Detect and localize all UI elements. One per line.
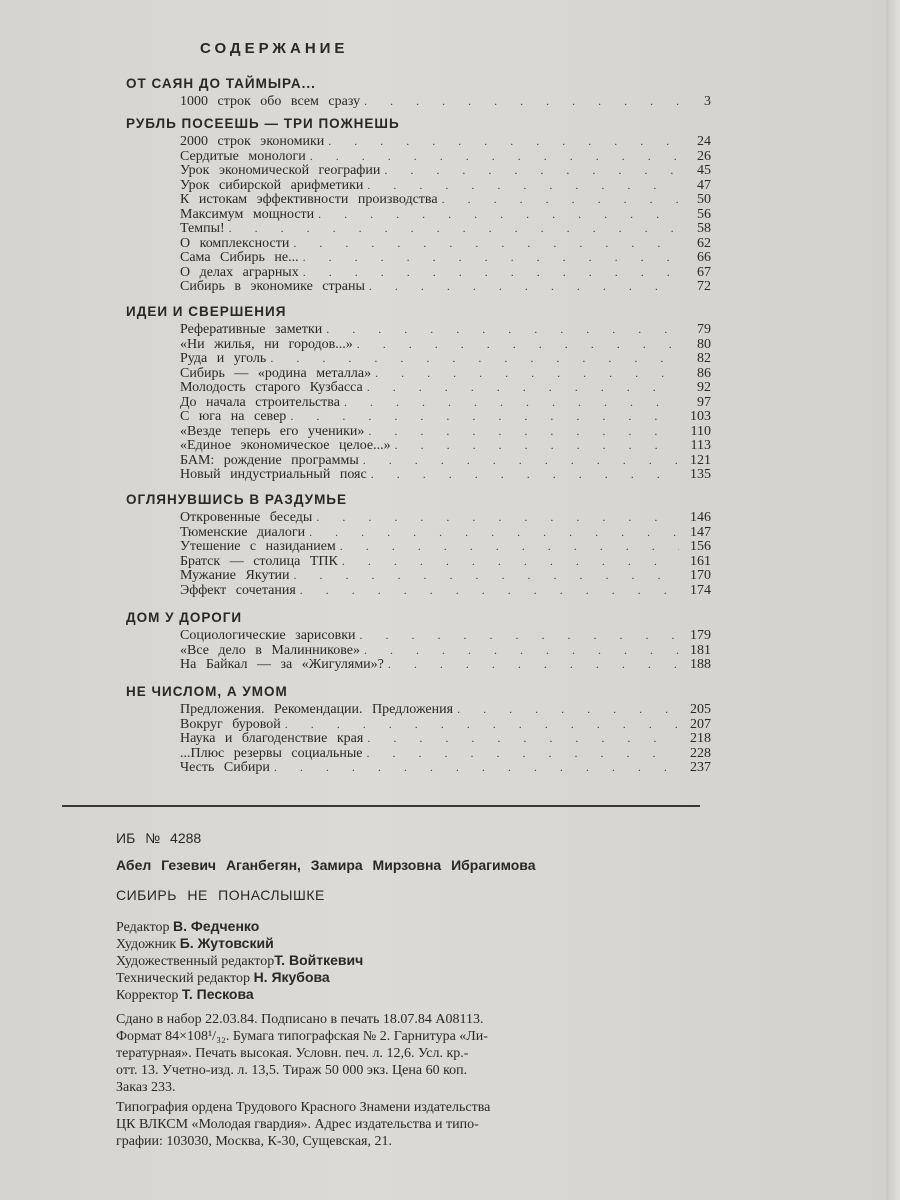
entry-page-number: 79 xyxy=(697,322,711,337)
entry-title: С юга на север xyxy=(180,409,287,424)
dot-leader xyxy=(369,279,679,294)
dot-leader xyxy=(367,731,679,746)
dot-leader xyxy=(294,568,679,583)
entry-title: Предложения. Рекомендации. Предложения xyxy=(180,702,454,717)
toc-entry xyxy=(126,178,711,193)
dot-leader xyxy=(367,380,679,395)
entry-title: ...Плюс резервы социальные xyxy=(180,745,363,761)
entry-title: Руда и уголь xyxy=(180,351,267,366)
entry-page-number: 66 xyxy=(697,250,711,265)
toc-entry xyxy=(126,702,711,717)
print-details-block xyxy=(116,1012,716,1097)
entry-title: Молодость старого Кузбасса xyxy=(180,380,363,395)
entry-title: Сибирь в экономике страны xyxy=(180,279,365,294)
entry-page-number: 174 xyxy=(690,582,711,598)
dot-leader xyxy=(229,221,679,236)
dot-leader xyxy=(285,717,679,732)
entry-title: «Единое экономическое целое...» xyxy=(180,438,391,453)
toc-entry xyxy=(126,539,711,554)
toc-entry xyxy=(126,554,711,569)
entry-title: Тюменские диалоги xyxy=(180,524,306,540)
credit-line xyxy=(116,952,716,969)
section-title: ДОМ У ДОРОГИ xyxy=(126,610,243,625)
entry-page-number: 205 xyxy=(690,702,711,717)
entry-page-number: 103 xyxy=(690,409,711,424)
dot-leader xyxy=(340,539,679,554)
entry-page-number: 26 xyxy=(697,148,711,164)
entry-page-number: 161 xyxy=(690,553,711,569)
entry-page-number: 56 xyxy=(697,206,711,222)
credits-block xyxy=(116,918,716,1003)
dot-leader xyxy=(364,94,679,109)
entry-page-number: 97 xyxy=(697,394,711,410)
toc-entry xyxy=(126,409,711,424)
credit-role: Корректор xyxy=(116,988,182,1003)
printer-line: графии: 103030, Москва, К-30, Сущевская, 21. xyxy=(116,1134,392,1149)
credit-role: Художник xyxy=(116,937,180,952)
dot-leader xyxy=(363,453,679,468)
entry-title: К истокам эффективности производства xyxy=(180,192,438,207)
toc-entry xyxy=(126,731,711,746)
entry-title: Сибирь — «родина металла» xyxy=(180,365,372,381)
toc-entry xyxy=(126,351,711,366)
dot-leader xyxy=(274,760,679,775)
entry-page-number: 24 xyxy=(697,134,711,149)
dot-leader xyxy=(395,438,679,453)
entry-title: Мужание Якутии xyxy=(180,568,290,583)
entry-page-number: 62 xyxy=(697,235,711,251)
dot-leader xyxy=(303,250,679,265)
toc-entry xyxy=(126,134,711,149)
entry-title: Вокруг буровой xyxy=(180,716,281,732)
credit-line xyxy=(116,918,716,935)
entry-title: Реферативные заметки xyxy=(180,322,323,337)
credit-name: Т. Пескова xyxy=(181,986,254,1002)
dot-leader xyxy=(371,467,679,482)
entry-page-number: 113 xyxy=(690,438,711,453)
dot-leader xyxy=(293,236,679,251)
entry-page-number: 110 xyxy=(690,423,711,439)
toc-entry xyxy=(126,192,711,207)
credit-role: Редактор xyxy=(116,920,174,935)
contents-heading: СОДЕРЖАНИЕ xyxy=(200,40,349,57)
credit-role: Художественный редактор xyxy=(116,954,275,969)
dot-leader xyxy=(326,322,679,337)
entry-title: Урок экономической географии xyxy=(180,163,381,178)
entry-page-number: 237 xyxy=(690,760,711,775)
printer-line: ЦК ВЛКСМ «Молодая гвардия». Адрес издательства и типо- xyxy=(116,1117,479,1132)
entry-page-number: 92 xyxy=(697,380,711,395)
toc-entry xyxy=(126,322,711,337)
toc-entry xyxy=(126,717,711,732)
dot-leader xyxy=(318,207,679,222)
print-detail-line: Формат 84×108¹/₃₂. Бумага типографская № 2. Гарнитура «Ли- xyxy=(116,1029,488,1044)
toc-entry xyxy=(126,453,711,468)
dot-leader xyxy=(300,583,679,598)
entry-title: Темпы! xyxy=(180,221,225,236)
entry-page-number: 207 xyxy=(690,716,711,732)
credit-line xyxy=(116,986,716,1003)
toc-entry xyxy=(126,366,711,381)
divider-rule xyxy=(62,805,700,807)
toc-entry xyxy=(126,467,711,482)
entry-title: Братск — столица ТПК xyxy=(180,553,338,569)
toc-section xyxy=(126,114,711,294)
print-detail-line: Сдано в набор 22.03.84. Подписано в печать 18.07.84 А08113. xyxy=(116,1012,484,1027)
book-title-wrap xyxy=(116,887,716,903)
toc-entry xyxy=(126,568,711,583)
dot-leader xyxy=(270,351,679,366)
toc-section xyxy=(126,74,711,109)
entry-page-number: 47 xyxy=(697,177,711,193)
entry-page-number: 58 xyxy=(697,221,711,236)
entry-title: Социологические зарисовки xyxy=(180,628,356,643)
entry-title: «Все дело в Малинникове» xyxy=(180,642,360,658)
toc-entry xyxy=(126,760,711,775)
credit-name: Н. Якубова xyxy=(253,969,330,985)
entry-title: 1000 строк обо всем сразу xyxy=(180,94,361,109)
entry-title: До начала строительства xyxy=(180,394,340,410)
entry-title: О комплексности xyxy=(180,235,290,251)
dot-leader xyxy=(364,643,679,658)
imprint-block xyxy=(116,830,716,846)
dot-leader xyxy=(316,510,679,525)
toc-entry xyxy=(126,236,711,251)
toc-entry xyxy=(126,250,711,265)
toc-entry xyxy=(126,337,711,352)
section-title: ИДЕИ И СВЕРШЕНИЯ xyxy=(126,304,287,319)
entry-title: На Байкал — за «Жигулями»? xyxy=(180,657,384,672)
toc-entry xyxy=(126,94,711,109)
entry-title: Откровенные беседы xyxy=(180,510,313,525)
entry-page-number: 121 xyxy=(690,452,711,468)
dot-leader xyxy=(290,409,679,424)
entry-title: Урок сибирской арифметики xyxy=(180,177,364,193)
dot-leader xyxy=(328,134,679,149)
toc-entry xyxy=(126,221,711,236)
entry-page-number: 82 xyxy=(697,351,711,366)
entry-title: Наука и благоденствие края xyxy=(180,731,364,746)
toc-entry xyxy=(126,163,711,178)
entry-title: 2000 строк экономики xyxy=(180,134,325,149)
entry-title: БАМ: рождение программы xyxy=(180,452,359,468)
printer-line: Типография ордена Трудового Красного Знамени издательства xyxy=(116,1100,491,1115)
entry-title: Максимум мощности xyxy=(180,206,315,222)
credit-line xyxy=(116,969,716,986)
print-detail-line: Заказ 233. xyxy=(116,1080,176,1095)
entry-title: Сердитые монологи xyxy=(180,148,306,164)
toc-entry xyxy=(126,628,711,643)
section-title: ОГЛЯНУВШИСЬ В РАЗДУМЬЕ xyxy=(126,492,348,507)
entry-page-number: 170 xyxy=(690,568,711,583)
credit-role: Технический редактор xyxy=(116,971,254,986)
entry-page-number: 45 xyxy=(697,163,711,178)
entry-page-number: 181 xyxy=(690,642,711,658)
book-title: СИБИРЬ НЕ ПОНАСЛЫШКЕ xyxy=(116,887,325,903)
toc-entry xyxy=(126,657,711,672)
dot-leader xyxy=(342,554,679,569)
toc-entry xyxy=(126,525,711,540)
entry-title: «Везде теперь его ученики» xyxy=(180,423,365,439)
toc-entry xyxy=(126,207,711,222)
toc-section xyxy=(126,302,711,482)
ib-number: ИБ № 4288 xyxy=(116,830,202,846)
authors-line: Абел Гезевич Аганбегян, Замира Мирзовна Ибрагимова xyxy=(116,857,536,873)
entry-page-number: 135 xyxy=(690,467,711,482)
dot-leader xyxy=(360,628,679,643)
toc-entry xyxy=(126,510,711,525)
toc-section xyxy=(126,608,711,672)
toc-entry xyxy=(126,380,711,395)
dot-leader xyxy=(309,525,679,540)
printer-block xyxy=(116,1100,716,1151)
entry-page-number: 179 xyxy=(690,628,711,643)
toc-entry xyxy=(126,395,711,410)
entry-page-number: 86 xyxy=(697,365,711,381)
dot-leader xyxy=(442,192,679,207)
entry-title: Эффект сочетания xyxy=(180,582,296,598)
entry-title: Новый индустриальный пояс xyxy=(180,467,367,482)
toc-entry xyxy=(126,265,711,280)
toc-section xyxy=(126,682,711,775)
toc-entry xyxy=(126,438,711,453)
dot-leader xyxy=(367,178,679,193)
credit-name: В. Федченко xyxy=(173,918,260,934)
entry-page-number: 3 xyxy=(704,94,711,109)
print-detail-line: тературная». Печать высокая. Условн. печ. л. 12,6. Усл. кр.- xyxy=(116,1046,469,1061)
page-edge-shadow xyxy=(886,0,900,1200)
dot-leader xyxy=(310,149,679,164)
entry-page-number: 146 xyxy=(690,510,711,525)
dot-leader xyxy=(375,366,679,381)
entry-title: «Ни жилья, ни городов...» xyxy=(180,336,353,352)
entry-title: Утешение с назиданием xyxy=(180,539,336,554)
toc-entry xyxy=(126,424,711,439)
section-title: ОТ САЯН ДО ТАЙМЫРА... xyxy=(126,76,316,91)
section-title: РУБЛЬ ПОСЕЕШЬ — ТРИ ПОЖНЕШЬ xyxy=(126,116,400,131)
entry-title: Честь Сибири xyxy=(180,760,270,775)
entry-title: О делах аграрных xyxy=(180,264,299,280)
entry-page-number: 50 xyxy=(697,192,711,207)
toc-entry xyxy=(126,279,711,294)
entry-title: Сама Сибирь не... xyxy=(180,250,299,265)
print-detail-line: отт. 13. Учетно-изд. л. 13,5. Тираж 50 000 экз. Цена 60 коп. xyxy=(116,1063,468,1078)
entry-page-number: 228 xyxy=(690,745,711,761)
entry-page-number: 72 xyxy=(697,279,711,294)
dot-leader xyxy=(366,746,679,761)
dot-leader xyxy=(388,657,679,672)
authors-wrap xyxy=(116,857,716,873)
section-title: НЕ ЧИСЛОМ, А УМОМ xyxy=(126,684,288,699)
dot-leader xyxy=(368,424,679,439)
toc-section xyxy=(126,490,711,597)
entry-page-number: 67 xyxy=(697,264,711,280)
dot-leader xyxy=(344,395,679,410)
entry-page-number: 188 xyxy=(690,657,711,672)
toc-entry xyxy=(126,643,711,658)
entry-page-number: 156 xyxy=(690,539,711,554)
dot-leader xyxy=(303,265,679,280)
entry-page-number: 147 xyxy=(690,524,711,540)
dot-leader xyxy=(457,702,679,717)
credit-name: Т. Войткевич xyxy=(274,952,364,968)
entry-page-number: 80 xyxy=(697,336,711,352)
entry-page-number: 218 xyxy=(690,731,711,746)
credit-line xyxy=(116,935,716,952)
credit-name: Б. Жутовский xyxy=(179,935,274,951)
toc-entry xyxy=(126,746,711,761)
dot-leader xyxy=(384,163,679,178)
toc-entry xyxy=(126,149,711,164)
dot-leader xyxy=(357,337,679,352)
toc-entry xyxy=(126,583,711,598)
